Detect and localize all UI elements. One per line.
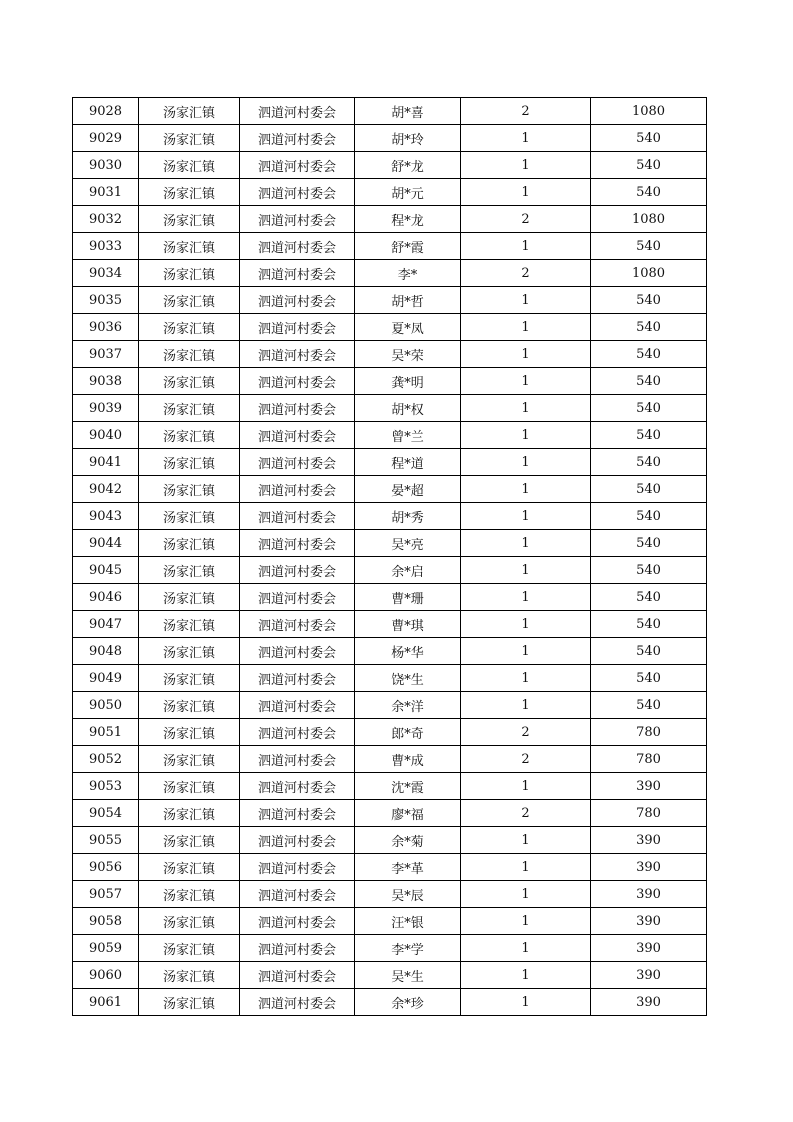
cell-record-id: 9047	[73, 611, 139, 638]
cell-count: 1	[461, 935, 591, 962]
cell-name: 舒*龙	[355, 152, 461, 179]
cell-amount: 540	[591, 179, 707, 206]
table-row	[73, 962, 707, 989]
cell-count: 1	[461, 341, 591, 368]
cell-village: 泗道河村委会	[240, 584, 355, 611]
cell-town: 汤家汇镇	[139, 989, 240, 1016]
cell-record-id: 9029	[73, 125, 139, 152]
cell-name: 胡*喜	[355, 98, 461, 125]
cell-village: 泗道河村委会	[240, 152, 355, 179]
cell-count: 1	[461, 665, 591, 692]
cell-village: 泗道河村委会	[240, 503, 355, 530]
cell-amount: 540	[591, 368, 707, 395]
cell-name: 余*启	[355, 557, 461, 584]
cell-village: 泗道河村委会	[240, 773, 355, 800]
cell-amount: 390	[591, 908, 707, 935]
cell-town: 汤家汇镇	[139, 368, 240, 395]
cell-town: 汤家汇镇	[139, 611, 240, 638]
cell-town: 汤家汇镇	[139, 584, 240, 611]
cell-amount: 540	[591, 692, 707, 719]
cell-name: 廖*福	[355, 800, 461, 827]
table-row	[73, 476, 707, 503]
cell-record-id: 9057	[73, 881, 139, 908]
cell-amount: 390	[591, 962, 707, 989]
cell-count: 1	[461, 584, 591, 611]
cell-amount: 540	[591, 476, 707, 503]
cell-town: 汤家汇镇	[139, 692, 240, 719]
cell-name: 胡*哲	[355, 287, 461, 314]
table-row	[73, 125, 707, 152]
cell-village: 泗道河村委会	[240, 476, 355, 503]
cell-amount: 780	[591, 746, 707, 773]
cell-count: 2	[461, 800, 591, 827]
cell-town: 汤家汇镇	[139, 530, 240, 557]
cell-amount: 540	[591, 395, 707, 422]
cell-record-id: 9037	[73, 341, 139, 368]
cell-record-id: 9061	[73, 989, 139, 1016]
cell-name: 饶*生	[355, 665, 461, 692]
cell-village: 泗道河村委会	[240, 800, 355, 827]
cell-name: 曹*成	[355, 746, 461, 773]
cell-amount: 540	[591, 638, 707, 665]
cell-count: 1	[461, 125, 591, 152]
cell-town: 汤家汇镇	[139, 557, 240, 584]
cell-village: 泗道河村委会	[240, 719, 355, 746]
cell-village: 泗道河村委会	[240, 908, 355, 935]
cell-name: 余*洋	[355, 692, 461, 719]
cell-town: 汤家汇镇	[139, 665, 240, 692]
cell-count: 1	[461, 692, 591, 719]
cell-amount: 390	[591, 881, 707, 908]
table-row	[73, 260, 707, 287]
cell-village: 泗道河村委会	[240, 881, 355, 908]
cell-amount: 390	[591, 827, 707, 854]
cell-amount: 540	[591, 503, 707, 530]
cell-count: 1	[461, 287, 591, 314]
cell-record-id: 9056	[73, 854, 139, 881]
cell-name: 程*龙	[355, 206, 461, 233]
cell-count: 1	[461, 233, 591, 260]
cell-record-id: 9041	[73, 449, 139, 476]
cell-village: 泗道河村委会	[240, 557, 355, 584]
table-row	[73, 584, 707, 611]
table-row	[73, 152, 707, 179]
cell-town: 汤家汇镇	[139, 422, 240, 449]
cell-amount: 390	[591, 854, 707, 881]
cell-record-id: 9038	[73, 368, 139, 395]
cell-town: 汤家汇镇	[139, 125, 240, 152]
cell-name: 沈*霞	[355, 773, 461, 800]
cell-town: 汤家汇镇	[139, 152, 240, 179]
cell-town: 汤家汇镇	[139, 179, 240, 206]
cell-village: 泗道河村委会	[240, 395, 355, 422]
cell-name: 李*学	[355, 935, 461, 962]
cell-village: 泗道河村委会	[240, 530, 355, 557]
cell-count: 1	[461, 152, 591, 179]
cell-village: 泗道河村委会	[240, 854, 355, 881]
cell-record-id: 9031	[73, 179, 139, 206]
cell-count: 1	[461, 989, 591, 1016]
cell-record-id: 9042	[73, 476, 139, 503]
cell-amount: 540	[591, 125, 707, 152]
cell-name: 曹*珊	[355, 584, 461, 611]
cell-record-id: 9039	[73, 395, 139, 422]
cell-name: 李*	[355, 260, 461, 287]
table-row	[73, 179, 707, 206]
table-row	[73, 449, 707, 476]
cell-village: 泗道河村委会	[240, 638, 355, 665]
cell-village: 泗道河村委会	[240, 692, 355, 719]
cell-record-id: 9051	[73, 719, 139, 746]
table-row	[73, 800, 707, 827]
cell-record-id: 9030	[73, 152, 139, 179]
cell-name: 余*菊	[355, 827, 461, 854]
cell-name: 李*革	[355, 854, 461, 881]
cell-town: 汤家汇镇	[139, 98, 240, 125]
cell-record-id: 9043	[73, 503, 139, 530]
table-row	[73, 908, 707, 935]
cell-record-id: 9035	[73, 287, 139, 314]
cell-name: 吴*生	[355, 962, 461, 989]
cell-count: 2	[461, 206, 591, 233]
table-row	[73, 206, 707, 233]
cell-count: 1	[461, 962, 591, 989]
cell-name: 程*道	[355, 449, 461, 476]
cell-count: 1	[461, 476, 591, 503]
cell-village: 泗道河村委会	[240, 449, 355, 476]
cell-count: 1	[461, 368, 591, 395]
cell-town: 汤家汇镇	[139, 908, 240, 935]
cell-amount: 540	[591, 287, 707, 314]
cell-town: 汤家汇镇	[139, 206, 240, 233]
table-row	[73, 530, 707, 557]
cell-village: 泗道河村委会	[240, 314, 355, 341]
roster-table-body	[73, 98, 707, 1016]
cell-village: 泗道河村委会	[240, 746, 355, 773]
cell-record-id: 9060	[73, 962, 139, 989]
cell-record-id: 9044	[73, 530, 139, 557]
table-row	[73, 719, 707, 746]
cell-name: 余*珍	[355, 989, 461, 1016]
table-row	[73, 746, 707, 773]
cell-record-id: 9028	[73, 98, 139, 125]
cell-count: 1	[461, 449, 591, 476]
cell-count: 1	[461, 422, 591, 449]
cell-name: 郎*奇	[355, 719, 461, 746]
table-row	[73, 773, 707, 800]
cell-name: 胡*元	[355, 179, 461, 206]
table-row	[73, 233, 707, 260]
cell-record-id: 9055	[73, 827, 139, 854]
cell-record-id: 9058	[73, 908, 139, 935]
table-row	[73, 422, 707, 449]
table-row	[73, 503, 707, 530]
cell-amount: 540	[591, 530, 707, 557]
cell-amount: 540	[591, 611, 707, 638]
cell-record-id: 9050	[73, 692, 139, 719]
table-row	[73, 557, 707, 584]
cell-amount: 780	[591, 719, 707, 746]
table-row	[73, 692, 707, 719]
cell-town: 汤家汇镇	[139, 449, 240, 476]
cell-amount: 540	[591, 152, 707, 179]
cell-count: 1	[461, 503, 591, 530]
table-row	[73, 341, 707, 368]
cell-village: 泗道河村委会	[240, 935, 355, 962]
cell-town: 汤家汇镇	[139, 395, 240, 422]
cell-record-id: 9049	[73, 665, 139, 692]
cell-town: 汤家汇镇	[139, 881, 240, 908]
cell-count: 2	[461, 260, 591, 287]
cell-count: 1	[461, 557, 591, 584]
cell-record-id: 9034	[73, 260, 139, 287]
cell-amount: 390	[591, 989, 707, 1016]
cell-village: 泗道河村委会	[240, 287, 355, 314]
cell-record-id: 9054	[73, 800, 139, 827]
cell-count: 1	[461, 773, 591, 800]
table-row	[73, 395, 707, 422]
cell-count: 1	[461, 827, 591, 854]
cell-count: 1	[461, 881, 591, 908]
cell-count: 1	[461, 395, 591, 422]
cell-record-id: 9045	[73, 557, 139, 584]
cell-town: 汤家汇镇	[139, 341, 240, 368]
table-row	[73, 638, 707, 665]
table-row	[73, 665, 707, 692]
table-row	[73, 611, 707, 638]
cell-village: 泗道河村委会	[240, 260, 355, 287]
cell-count: 1	[461, 530, 591, 557]
cell-count: 1	[461, 638, 591, 665]
cell-name: 夏*凤	[355, 314, 461, 341]
cell-record-id: 9033	[73, 233, 139, 260]
cell-count: 2	[461, 719, 591, 746]
cell-village: 泗道河村委会	[240, 422, 355, 449]
cell-town: 汤家汇镇	[139, 287, 240, 314]
cell-amount: 390	[591, 935, 707, 962]
table-row	[73, 827, 707, 854]
cell-record-id: 9036	[73, 314, 139, 341]
cell-record-id: 9032	[73, 206, 139, 233]
cell-name: 曹*琪	[355, 611, 461, 638]
table-row	[73, 287, 707, 314]
cell-amount: 780	[591, 800, 707, 827]
cell-town: 汤家汇镇	[139, 260, 240, 287]
cell-town: 汤家汇镇	[139, 962, 240, 989]
cell-amount: 540	[591, 314, 707, 341]
cell-village: 泗道河村委会	[240, 233, 355, 260]
cell-village: 泗道河村委会	[240, 827, 355, 854]
cell-amount: 540	[591, 584, 707, 611]
cell-name: 晏*超	[355, 476, 461, 503]
cell-town: 汤家汇镇	[139, 800, 240, 827]
cell-record-id: 9046	[73, 584, 139, 611]
cell-name: 杨*华	[355, 638, 461, 665]
cell-town: 汤家汇镇	[139, 476, 240, 503]
cell-amount: 1080	[591, 260, 707, 287]
cell-town: 汤家汇镇	[139, 854, 240, 881]
cell-amount: 1080	[591, 206, 707, 233]
cell-record-id: 9040	[73, 422, 139, 449]
table-row	[73, 854, 707, 881]
table-row	[73, 368, 707, 395]
cell-amount: 390	[591, 773, 707, 800]
cell-town: 汤家汇镇	[139, 638, 240, 665]
table-row	[73, 935, 707, 962]
cell-record-id: 9052	[73, 746, 139, 773]
cell-village: 泗道河村委会	[240, 206, 355, 233]
cell-name: 吴*辰	[355, 881, 461, 908]
cell-town: 汤家汇镇	[139, 314, 240, 341]
cell-name: 胡*权	[355, 395, 461, 422]
cell-town: 汤家汇镇	[139, 233, 240, 260]
cell-village: 泗道河村委会	[240, 962, 355, 989]
table-row	[73, 314, 707, 341]
cell-count: 1	[461, 908, 591, 935]
cell-village: 泗道河村委会	[240, 98, 355, 125]
cell-amount: 540	[591, 665, 707, 692]
cell-record-id: 9053	[73, 773, 139, 800]
cell-name: 吴*荣	[355, 341, 461, 368]
cell-count: 2	[461, 98, 591, 125]
cell-town: 汤家汇镇	[139, 746, 240, 773]
cell-record-id: 9059	[73, 935, 139, 962]
cell-town: 汤家汇镇	[139, 719, 240, 746]
table-row	[73, 98, 707, 125]
cell-village: 泗道河村委会	[240, 611, 355, 638]
cell-amount: 540	[591, 233, 707, 260]
cell-village: 泗道河村委会	[240, 989, 355, 1016]
cell-town: 汤家汇镇	[139, 935, 240, 962]
cell-count: 2	[461, 746, 591, 773]
cell-name: 龚*明	[355, 368, 461, 395]
roster-table	[72, 97, 707, 1016]
cell-name: 曾*兰	[355, 422, 461, 449]
cell-name: 胡*玲	[355, 125, 461, 152]
cell-count: 1	[461, 179, 591, 206]
cell-village: 泗道河村委会	[240, 665, 355, 692]
cell-count: 1	[461, 854, 591, 881]
cell-amount: 1080	[591, 98, 707, 125]
table-row	[73, 989, 707, 1016]
cell-town: 汤家汇镇	[139, 773, 240, 800]
cell-town: 汤家汇镇	[139, 503, 240, 530]
cell-village: 泗道河村委会	[240, 368, 355, 395]
cell-village: 泗道河村委会	[240, 341, 355, 368]
cell-record-id: 9048	[73, 638, 139, 665]
cell-village: 泗道河村委会	[240, 179, 355, 206]
cell-amount: 540	[591, 449, 707, 476]
cell-name: 吴*亮	[355, 530, 461, 557]
cell-count: 1	[461, 314, 591, 341]
cell-amount: 540	[591, 341, 707, 368]
cell-amount: 540	[591, 557, 707, 584]
cell-name: 胡*秀	[355, 503, 461, 530]
table-row	[73, 881, 707, 908]
cell-name: 汪*银	[355, 908, 461, 935]
cell-village: 泗道河村委会	[240, 125, 355, 152]
cell-town: 汤家汇镇	[139, 827, 240, 854]
cell-count: 1	[461, 611, 591, 638]
cell-name: 舒*霞	[355, 233, 461, 260]
cell-amount: 540	[591, 422, 707, 449]
